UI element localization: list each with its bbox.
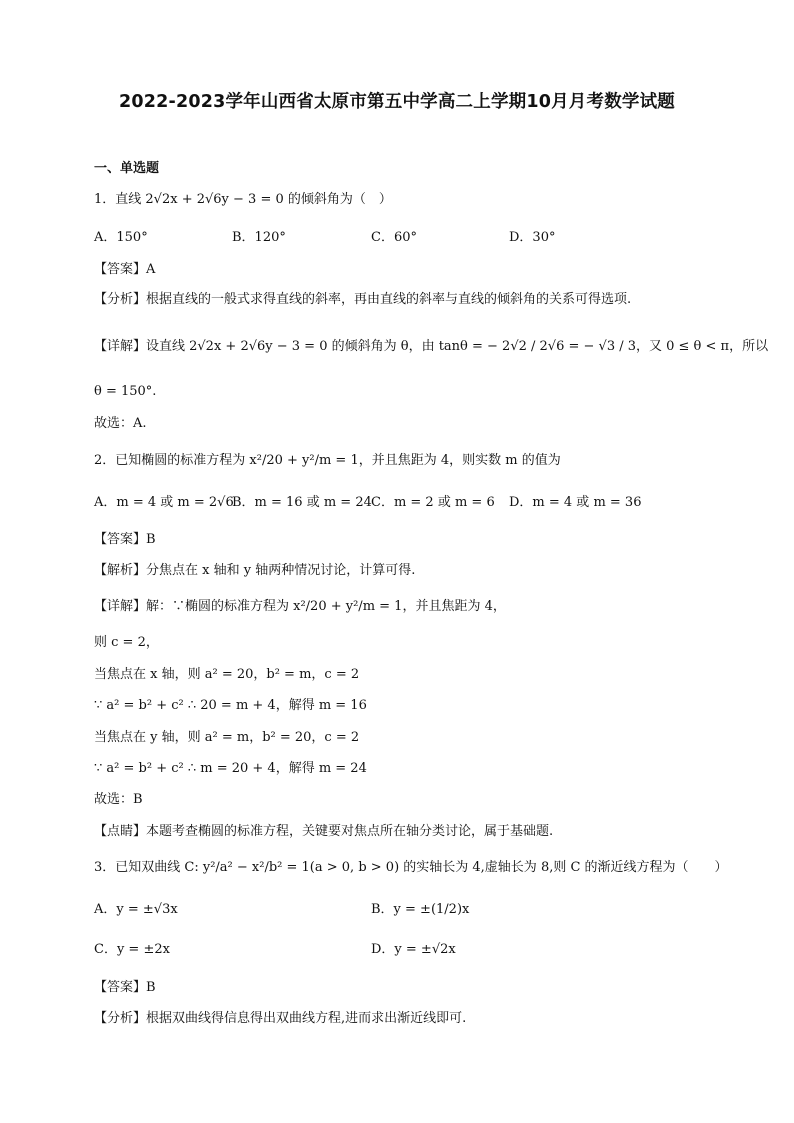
- q3-answer: 【答案】B: [94, 980, 156, 995]
- q1-answer: 【答案】A: [94, 262, 156, 277]
- q3-option-a: A．y = ±√3x: [94, 902, 178, 917]
- q2-detail-line5: 当焦点在 y 轴，则 a² = m，b² = 20，c = 2: [94, 730, 360, 745]
- q3-option-c: C．y = ±2x: [94, 942, 170, 957]
- q1-stem: 1．直线 2√2x + 2√6y − 3 = 0 的倾斜角为（ ）: [94, 192, 392, 207]
- q2-choose: 故选：B: [94, 792, 143, 807]
- q2-answer: 【答案】B: [94, 532, 156, 547]
- q1-detail-line1: 【详解】设直线 2√2x + 2√6y − 3 = 0 的倾斜角为 θ，由 tanθ = − 2√2 / 2√6 = − √3 / 3，又 0 ≤ θ < π，所以: [94, 339, 769, 354]
- q2-option-c: C．m = 2 或 m = 6: [371, 495, 495, 510]
- q3-stem: 3．已知双曲线 C: y²/a² − x²/b² = 1(a > 0, b > 0) 的实轴长为 4,虚轴长为 8,则 C 的渐近线方程为（ ）: [94, 860, 728, 875]
- q2-option-a: A．m = 4 或 m = 2√6: [94, 495, 234, 510]
- q2-detail-line6: ∵ a² = b² + c² ∴ m = 20 + 4，解得 m = 24: [94, 761, 367, 776]
- q2-stem: 2．已知椭圆的标准方程为 x²/20 + y²/m = 1，并且焦距为 4，则实数 m 的值为: [94, 453, 561, 468]
- q2-detail-line1: 【详解】解：∵椭圆的标准方程为 x²/20 + y²/m = 1，并且焦距为 4，: [94, 599, 506, 614]
- q3-option-d: D．y = ±√2x: [371, 942, 456, 957]
- q2-detail-line4: ∵ a² = b² + c² ∴ 20 = m + 4，解得 m = 16: [94, 698, 367, 713]
- q1-option-c: C．60°: [371, 230, 417, 245]
- q2-detail-line3: 当焦点在 x 轴，则 a² = 20，b² = m，c = 2: [94, 667, 360, 682]
- q1-option-d: D．30°: [509, 230, 556, 245]
- q1-option-a: A．150°: [94, 230, 148, 245]
- q3-option-b: B．y = ±(1/2)x: [371, 902, 470, 917]
- q1-choose: 故选：A.: [94, 416, 147, 431]
- q1-analysis: 【分析】根据直线的一般式求得直线的斜率，再由直线的斜率与直线的倾斜角的关系可得选项.: [94, 292, 632, 307]
- q2-option-b: B．m = 16 或 m = 24: [232, 495, 372, 510]
- q2-comment: 【点睛】本题考查椭圆的标准方程，关键要对焦点所在轴分类讨论，属于基础题.: [94, 824, 554, 839]
- q3-analysis: 【分析】根据双曲线得信息得出双曲线方程,进而求出渐近线即可.: [94, 1011, 467, 1026]
- q2-option-d: D．m = 4 或 m = 36: [509, 495, 642, 510]
- section-heading: 一、单选题: [94, 161, 160, 176]
- page-title: 2022-2023学年山西省太原市第五中学高二上学期10月月考数学试题: [118, 92, 676, 112]
- q1-detail-line2: θ = 150°.: [94, 384, 157, 399]
- q2-analysis: 【解析】分焦点在 x 轴和 y 轴两种情况讨论，计算可得.: [94, 563, 416, 578]
- q2-detail-line2: 则 c = 2，: [94, 635, 159, 650]
- q1-option-b: B．120°: [232, 230, 286, 245]
